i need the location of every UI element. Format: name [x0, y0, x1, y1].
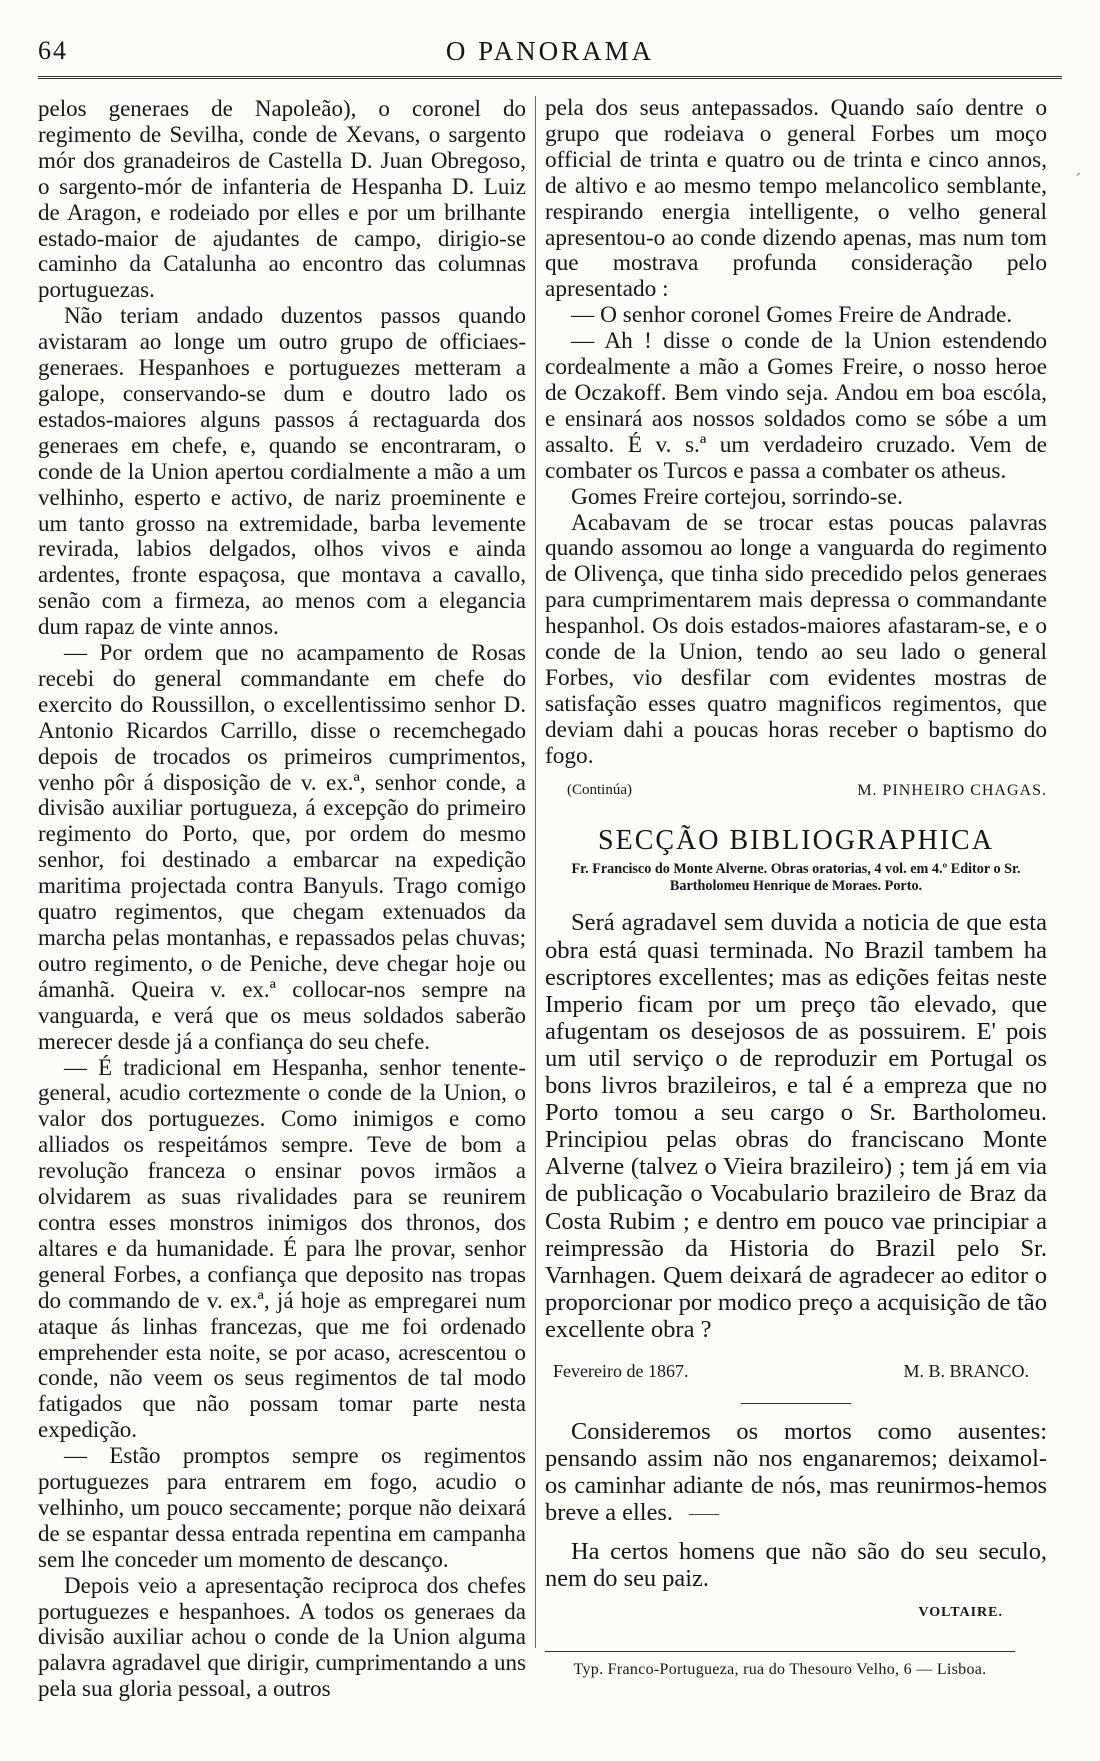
quote-author: VOLTAIRE. — [918, 1604, 1003, 1620]
footer-rule — [545, 1651, 1015, 1652]
header-rule — [38, 76, 1062, 79]
page-number: 64 — [38, 36, 68, 65]
quote-text — [545, 1418, 1047, 1526]
article-paragraph: — Estão promptos sempre os regimentos portuguezes para entrarem em fogo, acudio o velhinho, um pouco seccamente; porque não deixará de se espantar dessa entrada repentina em campanha sem lhe conceder um momento de descanço. — [38, 1443, 526, 1572]
article-paragraph: — Por ordem que no acampamento de Rosas recebi do general commandante em chefe do exercito do Roussillon, o excellentissimo senhor D. Antonio Ricardos Carrillo, disse o recemchegado depois de trocados os primeiros cumprimentos, venho pôr á disposição de v. ex.ª, senhor conde, a divisão auxiliar portugueza, á excepção do primeiro regimento do Porto, que, por ordem do mesmo senhor, foi destinado a embarcar na expedição maritima projectada contra Banyuls. Trago comigo quatro regimentos, que chegam extenuados da marcha pelas montanhas, e repassados pelas chuvas; outro regimento, o de Peniche, deve chegar hoje ou ámanhã. Queira v. ex.ª collocar-nos sempre na vanguarda, e verá que os meus soldados saberão merecer desde já a confiança do seu chefe. — [38, 640, 526, 1054]
right-column — [545, 96, 1047, 1626]
quote-1: Consideremos os mortos como ausentes: pensando assim não nos enganaremos; deixamol-os caminhar adiante de nós, mas reunirmos-hemos breve a elles. — [545, 1417, 1047, 1526]
article-signature: M. PINHEIRO CHAGAS. — [857, 781, 1047, 799]
quote-dash — [689, 1514, 719, 1515]
article-paragraph: pela dos seus antepassados. Quando saío dentre o grupo que rodeiava o general Forbes um moço official de trinta e quatro ou de trinta e cinco annos, de altivo e ao mesmo tempo melancolico semblante, respirando energia intelligente, o velho general apresentou-o ao conde dizendo apenas, mas num tom que mostrava profunda consideração pelo apresentado : — [545, 95, 1047, 303]
article-paragraph: — O senhor coronel Gomes Freire de Andrade. — [571, 302, 1013, 329]
page-header — [38, 36, 1062, 76]
article-paragraph: — É tradicional em Hespanha, senhor tenente-general, acudio cortezmente o conde de la Union, o valor dos portuguezes. Como inimigos e como alliados os respeitámos sempre. Teve de bom a revolução franceza o ensinar povos irmãos a olvidarem as suas rivalidades para se reunirem contra esses monstros inimigos dos thronos, dos altares e da humanidade. É para lhe provar, senhor general Forbes, a confiança que deposito nas tropas do commando de v. ex.ª, já hoje as empregarei num ataque ás linhas francezas, que me foi ordenado emprehender esta noite, se por acaso, acrescentou o conde, não veem os seus regimentos de tal modo fatigados que não possam tomar parte nesta expedição. — [38, 1054, 526, 1443]
scan-mark: ´ — [1075, 170, 1081, 190]
bibliography-text: Será agradavel sem duvida a noticia de que esta obra está quasi terminada. No Brazil tambem ha escriptores excellentes; mas as edições feitas neste Imperio ficam por um preço tão elevado, que afugentam os desejosos de as possuirem. E' pois um util serviço o de reproduzir em Portugal os bons livros brazileiros, e tal é a empreza que no Porto tomou a seu cargo o Sr. Bartholomeu. Principiou pelas obras do franciscano Monte Alverne (talvez o Vieira brazileiro) ; tem já em via de publicação o Vocabulario brazileiro de Braz da Costa Rubim ; e dentro em pouco vae principiar a reimpressão da Historia do Brazil pelo Sr. Varnhagen. Quem deixará de agradecer ao editor o proporcionar por modico preço a acquisição de tão excellente obra ? — [545, 909, 1047, 1343]
article-continuation — [545, 96, 1047, 770]
bibliography-signature: M. B. BRANCO. — [903, 1360, 1029, 1381]
printer-imprint: Typ. Franco-Portugueza, rua do Thesouro Velho, 6 — Lisboa. — [573, 1661, 987, 1678]
bibliography-heading: Fr. Francisco do Monte Alverne. Obras oratorias, 4 vol. em 4.º Editor o Sr. Bartholomeu Henrique de Moraes. Porto. — [571, 861, 1021, 895]
journal-title: O PANORAMA — [445, 36, 655, 66]
article-signature-row — [545, 776, 1047, 802]
quote-2: Ha certos homens que não são do seu seculo, nem do seu paiz. — [545, 1537, 1047, 1592]
left-column — [38, 96, 526, 1702]
article-paragraph: Gomes Freire cortejou, sorrindo-se. — [571, 483, 903, 510]
bibliography-signature-row — [545, 1355, 1047, 1385]
continua-note: (Continúa) — [567, 781, 632, 798]
article-paragraph: Não teriam andado duzentos passos quando avistaram ao longe um outro grupo de officiaes-generaes. Hespanhoes e portuguezes metteram a galope, conservando-se dum e doutro lado os estados-maiores alguns passos á rectaguarda dos generaes em chefe, e, quando se encontraram, o conde de la Union apertou cordialmente a mão a um velhinho, esperto e activo, de nariz proeminente e um tanto grosso na extremidade, barba levemente revirada, labios delgados, olhos vivos e ainda ardentes, fronte espaçosa, que montava a cavallo, senão com a firmeza, ao menos com a elegancia dum rapaz de vinte annos. — [38, 303, 526, 640]
article-paragraph: Acabavam de se trocar estas poucas palavras quando assomou ao longe a vanguarda do regimento de Olivença, que tinha sido precedido pelos generaes para cumprimentarem mais depressa o commandante hespanhol. Os dois estados-maiores afastaram-se, e o conde de la Union, tendo ao seu lado o general Forbes, vio desfilar com evidentes mostras de satisfação esses quatro magnificos regimentos, que deviam dahi a poucas horas receber o baptismo do fogo. — [545, 509, 1047, 769]
bibliography-date: Fevereiro de 1867. — [553, 1360, 689, 1381]
section-title: SECÇÃO BIBLIOGRAPHICA — [598, 824, 994, 856]
section-rule — [741, 1403, 851, 1404]
article-paragraph: — Ah ! disse o conde de la Union estendendo cordealmente a mão a Gomes Freire, o nosso heroe de Oczakoff. Bem vindo seja. Andou em boa escóla, e ensinará aos nossos soldados como se sóbe a um assalto. É v. s.ª um verdadeiro cruzado. Vem de combater os Turcos e passa a combater os atheus. — [545, 328, 1047, 484]
article-paragraph: pelos generaes de Napoleão), o coronel do regimento de Sevilha, conde de Xevans, o sargento mór dos granadeiros de Castella D. Juan Obregoso, o sargento-mór de infanteria de Hespanha D. Luiz de Aragon, e rodeiado por elles e por um brilhante estado-maior de ajudantes de campo, dirigio-se caminho da Catalunha ao encontro das columnas portuguezas. — [38, 96, 526, 303]
column-divider — [535, 96, 536, 1648]
article-paragraph: Depois veio a apresentação reciproca dos chefes portuguezes e hespanhoes. A todos os generaes da divisão auxiliar achou o conde de la Union alguma palavra agradavel que dirigir, cumprimentando a uns pela sua gloria pessoal, a outros — [38, 1572, 526, 1702]
